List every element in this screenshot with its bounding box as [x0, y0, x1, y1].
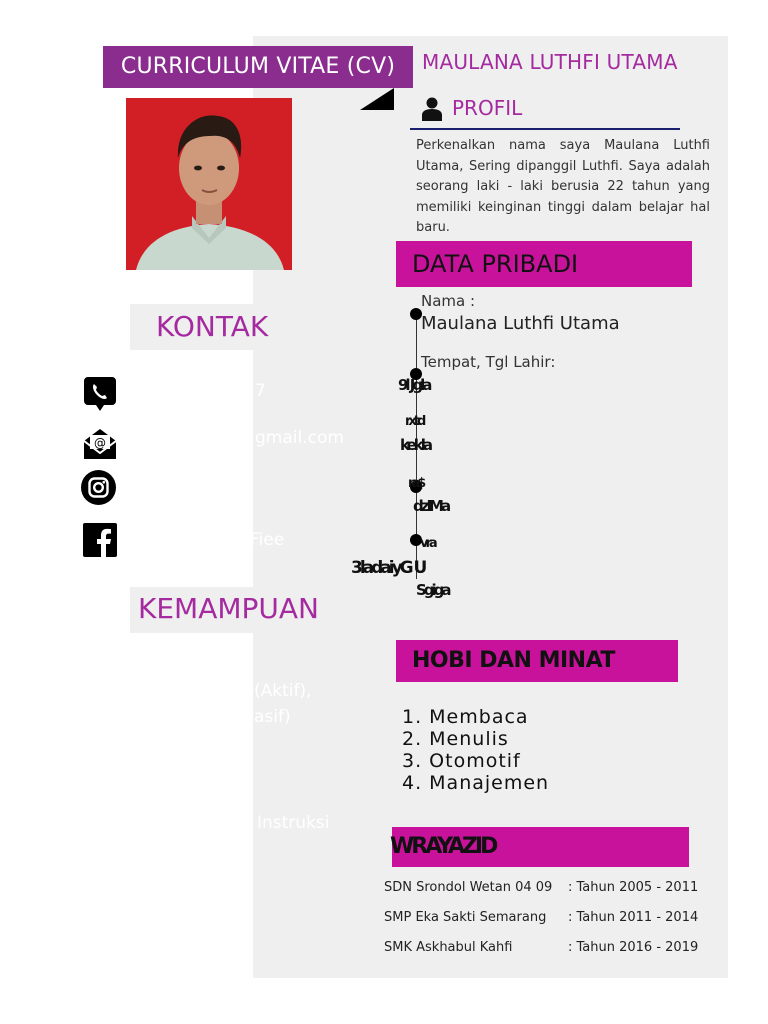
- email-icon: [82, 427, 114, 459]
- data-pribadi-heading: DATA PRIBADI: [396, 241, 692, 287]
- garbled-text: vra: [420, 536, 435, 551]
- edu-years: : Tahun 2016 - 2019: [568, 940, 699, 955]
- garbled-text: 3ladaiyG U: [351, 558, 425, 578]
- nama-value: Maulana Luthfi Utama: [421, 313, 620, 334]
- edu-years: : Tahun 2005 - 2011: [568, 880, 699, 895]
- list-item: 2. Menulis: [402, 728, 509, 750]
- edu-school: SMK Askhabul Kahfi: [384, 940, 513, 955]
- skill-text: (Aktif),: [254, 681, 312, 701]
- garbled-text: Sgiga: [416, 581, 449, 599]
- skill-text: Instruksi: [257, 813, 330, 833]
- garbled-text: rxtd: [405, 414, 424, 429]
- hobi-list: [402, 706, 549, 794]
- riwayat-heading: WRAYAZID: [390, 834, 496, 859]
- email-address: gmail.com: [255, 428, 344, 448]
- instagram-icon: [81, 470, 116, 505]
- hobi-heading: HOBI DAN MINAT: [396, 640, 678, 682]
- facebook-name: Fiee: [250, 530, 285, 550]
- garbled-text: kekla: [400, 436, 430, 454]
- edu-school: SDN Srondol Wetan 04 09: [384, 880, 553, 895]
- list-item: 3. Otomotif: [402, 750, 521, 772]
- tempat-label: Tempat, Tgl Lahir:: [421, 353, 556, 371]
- profil-divider: [410, 128, 680, 130]
- decorative-triangle: [360, 88, 394, 110]
- list-item: 4. Manajemen: [402, 772, 550, 794]
- garbled-text: dzIMa: [413, 497, 449, 515]
- cv-title: CURRICULUM VITAE (CV): [103, 46, 413, 88]
- profil-text: Perkenalkan nama saya Maulana Luthfi Utama, Sering dipanggil Luthfi. Saya adalah seorang laki - laki berusia 22 tahun yang memiliki keinginan tinggi dalam belajar hal baru.: [416, 138, 710, 235]
- edu-school: SMP Eka Sakti Semarang: [384, 910, 547, 925]
- facebook-icon: [83, 523, 115, 555]
- person-icon: [422, 97, 442, 121]
- garbled-text: ra$: [408, 476, 424, 491]
- edu-years: : Tahun 2011 - 2014: [568, 910, 699, 925]
- nama-label: Nama :: [421, 292, 476, 310]
- garbled-text: 9l Jgla: [398, 376, 430, 394]
- profil-heading: PROFIL: [452, 96, 523, 120]
- phone-number: 7: [255, 381, 266, 401]
- kontak-heading: KONTAK: [156, 310, 269, 343]
- phone-icon: [84, 377, 116, 409]
- skill-text: asif): [254, 707, 291, 727]
- kemampuan-heading: KEMAMPUAN: [138, 592, 320, 625]
- profile-photo: [126, 98, 292, 270]
- svg-text:@: @: [94, 436, 106, 450]
- list-item: 1. Membaca: [402, 706, 529, 728]
- candidate-name-heading: MAULANA LUTHFI UTAMA: [422, 50, 678, 74]
